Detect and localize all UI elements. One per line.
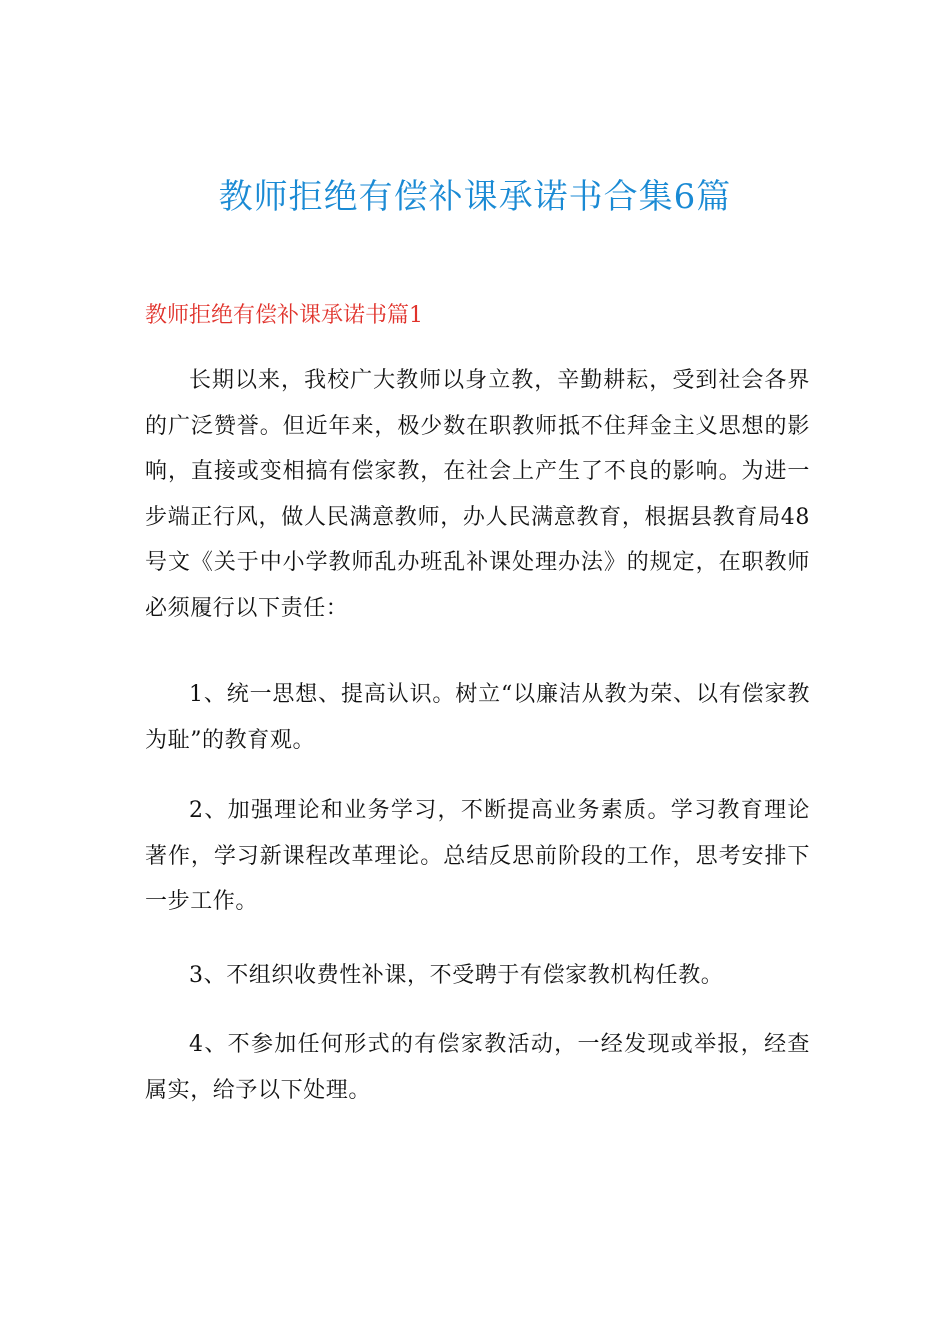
paragraph-item-4: 4、不参加任何形式的有偿家教活动，一经发现或举报，经查属实，给予以下处理。 (145, 1032, 810, 1103)
document-title: 教师拒绝有偿补课承诺书合集6篇 (218, 177, 732, 217)
paragraph-intro: 长期以来，我校广大教师以身立教，辛勤耕耘，受到社会各界的广泛赞誉。但近年来，极少数在职教师抵不住拜金主义思想的影响，直接或变相搞有偿家教，在社会上产生了不良的影响。为进一步端正行风，做人民满意教师，办人民满意教育，根据县教育局48号文《关于中小学教师乱办班乱补课处理办法》的规定，在职教师必须履行以下责任： (145, 368, 810, 621)
section-heading: 教师拒绝有偿补课承诺书篇1 (145, 303, 423, 328)
paragraph-item-2: 2、加强理论和业务学习，不断提高业务素质。学习教育理论著作，学习新课程改革理论。总结反思前阶段的工作，思考安排下一步工作。 (145, 798, 810, 914)
paragraph-item-1: 1、统一思想、提高认识。树立“以廉洁从教为荣、以有偿家教为耻”的教育观。 (145, 682, 810, 753)
paragraph-item-3: 3、不组织收费性补课，不受聘于有偿家教机构任教。 (189, 963, 724, 988)
